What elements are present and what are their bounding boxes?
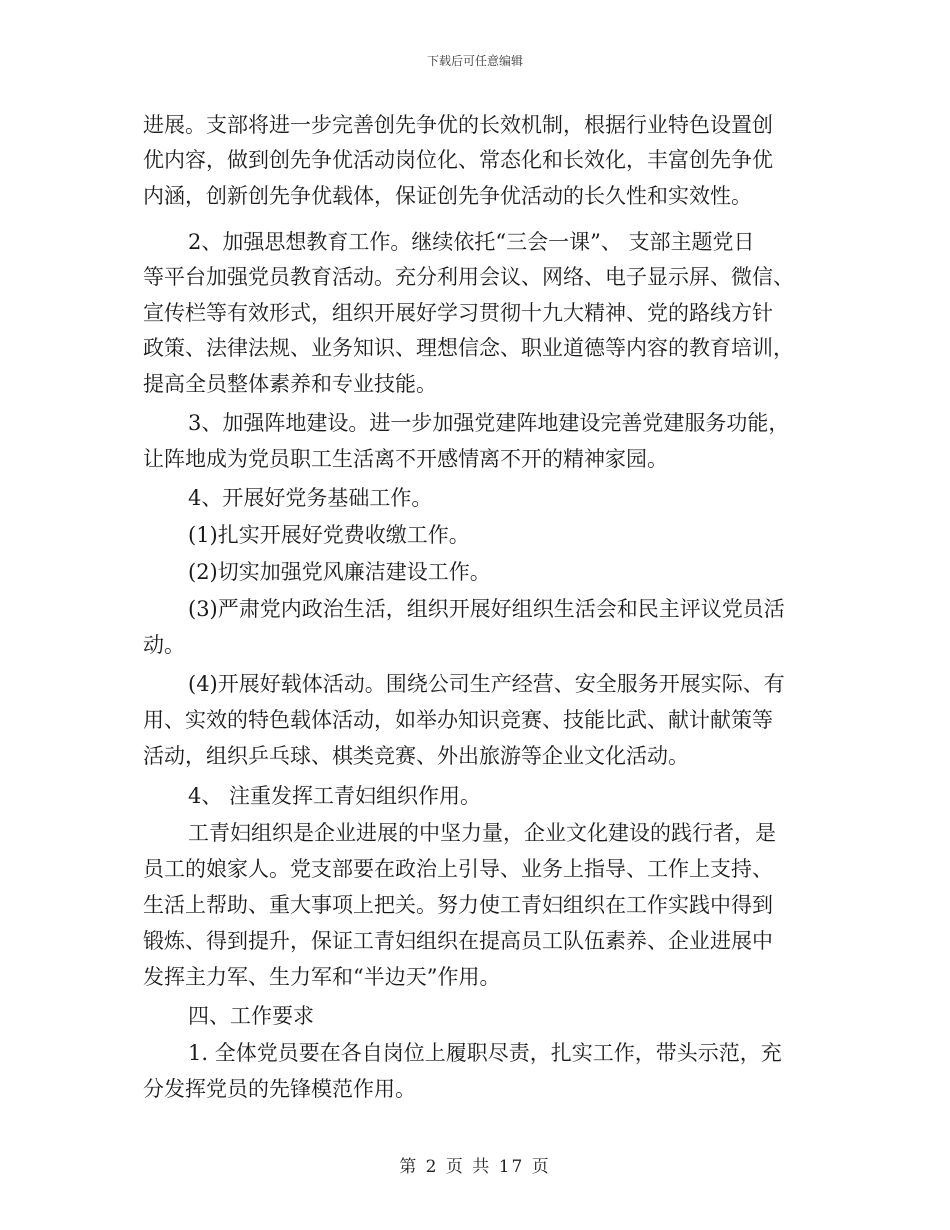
body-line: 发挥主力军、生力军和“半边天”作用。 (143, 965, 501, 989)
body-line: 动。 (143, 633, 185, 657)
body-line: (2)切实加强党风廉洁建设工作。 (188, 560, 491, 584)
body-line: 4、 注重发挥工青妇组织作用。 (188, 784, 482, 808)
body-line: 内涵，创新创先争优载体，保证创先争优活动的长久性和实效性。 (143, 184, 752, 208)
body-line: 活动，组织乒乓球、棋类竞赛、外出旅游等企业文化活动。 (143, 744, 689, 768)
section-heading: 四、工作要求 (188, 1004, 314, 1028)
body-line: 用、实效的特色载体活动，如举办知识竞赛、技能比武、献计献策等 (143, 708, 773, 732)
body-line: 政策、法律法规、业务知识、理想信念、职业道德等内容的教育培训， (143, 336, 794, 360)
body-line: 让阵地成为党员职工生活离不开感情离不开的精神家园。 (143, 447, 668, 471)
body-line: 工青妇组织是企业进展的中坚力量，企业文化建设的践行者，是 (188, 821, 776, 845)
body-line: 锻炼、得到提升，保证工青妇组织在提高员工队伍素养、企业进展中 (143, 929, 773, 953)
body-line: 进展。支部将进一步完善创先争优的长效机制，根据行业特色设置创 (143, 113, 773, 137)
body-line: 员工的娘家人。党支部要在政治上引导、业务上指导、工作上支持、 (143, 857, 773, 881)
body-line: 提高全员整体素养和专业技能。 (143, 372, 437, 396)
body-line: 2、加强思想教育工作。继续依托“三会一课”、 支部主题党日 (188, 230, 755, 254)
body-line: 4、开展好党务基础工作。 (188, 486, 433, 510)
body-line: 生活上帮助、重大事项上把关。努力使工青妇组织在工作实践中得到 (143, 893, 773, 917)
body-line: (1)扎实开展好党费收缴工作。 (188, 523, 470, 547)
body-line: 1. 全体党员要在各自岗位上履职尽责，扎实工作，带头示范，充 (188, 1041, 782, 1065)
body-line: 宣传栏等有效形式，组织开展好学习贯彻十九大精神、党的路线方针 (143, 301, 773, 325)
body-line: (3)严肃党内政治生活，组织开展好组织生活会和民主评议党员活 (188, 597, 785, 621)
body-line: 等平台加强党员教育活动。充分利用会议、网络、电子显示屏、微信、 (143, 265, 794, 289)
body-line: 3、加强阵地建设。进一步加强党建阵地建设完善党建服务功能， (188, 411, 790, 435)
body-line: 分发挥党员的先锋模范作用。 (143, 1077, 416, 1101)
page-header: 下载后可任意编辑 (426, 54, 523, 68)
page-footer: 第 2 页 共 17 页 (399, 1157, 551, 1177)
body-line: 优内容，做到创先争优活动岗位化、常态化和长效化，丰富创先争优 (143, 148, 773, 172)
body-line: (4)开展好载体活动。围绕公司生产经营、安全服务开展实际、有 (188, 672, 785, 696)
